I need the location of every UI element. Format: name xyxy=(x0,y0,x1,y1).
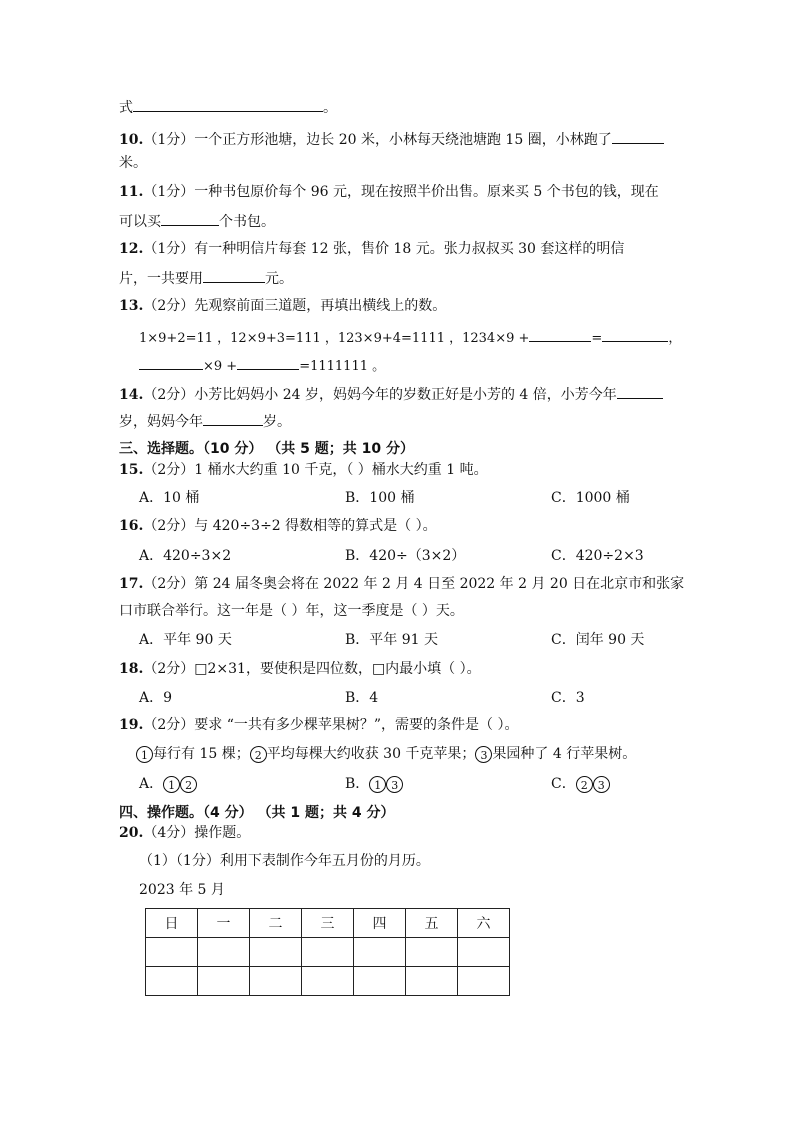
q19-option-c[interactable] xyxy=(551,774,610,794)
q17-text-2: 口市联合举行。这一年是（ ）年，这一季度是（ ）天。 xyxy=(119,603,464,619)
q13-line2 xyxy=(139,325,681,349)
weekday-fri: 五 xyxy=(406,909,458,938)
circled-2-icon: 2 xyxy=(576,776,593,793)
q16-option-c[interactable]: C．420÷2×3 xyxy=(551,548,644,564)
q15-line xyxy=(119,460,488,480)
circled-1-icon: 1 xyxy=(163,776,180,793)
q11-text-2b: 个书包。 xyxy=(219,214,275,230)
q13-blank-2[interactable] xyxy=(602,325,668,342)
q12-text-2b: 元。 xyxy=(265,271,293,287)
circled-1-icon: 1 xyxy=(369,776,386,793)
q18-option-a[interactable]: A．9 xyxy=(139,690,173,706)
calendar-row xyxy=(146,938,510,967)
calendar-cell[interactable] xyxy=(354,938,406,967)
q10-text-2: 米。 xyxy=(119,155,147,171)
section-4-heading: 四、操作题。（4 分） （共 1 题；共 4 分） xyxy=(119,805,395,821)
q12-blank[interactable] xyxy=(203,266,265,283)
q10-blank[interactable] xyxy=(612,127,664,144)
q11-blank[interactable] xyxy=(161,209,219,226)
q14-number: 14. xyxy=(119,387,144,403)
q14-text-2b: 岁。 xyxy=(263,414,291,430)
q12-line1 xyxy=(119,239,624,259)
q18-option-b[interactable]: B．4 xyxy=(345,690,379,706)
weekday-wed: 三 xyxy=(302,909,354,938)
q13-line3 xyxy=(139,353,385,377)
q20-number: 20. xyxy=(119,825,144,841)
q19-option-b[interactable] xyxy=(345,774,403,794)
calendar-cell[interactable] xyxy=(250,938,302,967)
q18-text: （2分）□2×31，要使积是四位数，□内最小填（ ）。 xyxy=(143,661,481,677)
q13-blank-1[interactable] xyxy=(529,325,591,342)
q19-option-a[interactable] xyxy=(139,774,197,794)
weekday-thu: 四 xyxy=(354,909,406,938)
calendar-cell[interactable] xyxy=(302,967,354,996)
q9-suffix: 。 xyxy=(323,100,337,116)
q19-option-b-label: B． xyxy=(345,776,370,792)
q13-blank-4[interactable] xyxy=(237,353,299,370)
q13-blank-3[interactable] xyxy=(139,353,203,370)
q13-number: 13. xyxy=(119,298,144,314)
calendar-cell[interactable] xyxy=(458,967,510,996)
q15-option-a[interactable]: A．10 桶 xyxy=(139,490,200,506)
q19-condition-1: 每行有 15 棵； xyxy=(153,746,250,762)
calendar-cell[interactable] xyxy=(146,967,198,996)
q13-equations: 1×9+2=11 ，12×9+3=111 ，123×9+4=1111 ，1234×9 + xyxy=(139,331,530,346)
calendar-cell[interactable] xyxy=(458,938,510,967)
q15-text: （2分）1 桶水大约重 10 千克，（ ）桶水大约重 1 吨。 xyxy=(143,462,488,478)
calendar-cell[interactable] xyxy=(250,967,302,996)
weekday-mon: 一 xyxy=(198,909,250,938)
q13-comma: ， xyxy=(668,331,682,346)
q9-blank[interactable] xyxy=(133,95,323,112)
q17-line2 xyxy=(119,601,464,621)
q17-option-c[interactable]: C．闰年 90 天 xyxy=(551,632,645,648)
calendar-cell[interactable] xyxy=(198,938,250,967)
q20-line xyxy=(119,823,250,843)
q13-result: =1111111 。 xyxy=(299,359,386,374)
weekday-tue: 二 xyxy=(250,909,302,938)
q16-option-a[interactable]: A．420÷3×2 xyxy=(139,548,232,564)
calendar-cell[interactable] xyxy=(406,967,458,996)
q10-text: （1分）一个正方形池塘，边长 20 米，小林每天绕池塘跑 15 圈，小林跑了 xyxy=(143,132,612,148)
q15-number: 15. xyxy=(119,462,144,478)
q14-text: （2分）小芳比妈妈小 24 岁，妈妈今年的岁数正好是小芳的 4 倍，小芳今年 xyxy=(143,387,617,403)
q15-option-b[interactable]: B．100 桶 xyxy=(345,490,415,506)
circled-2-icon: 2 xyxy=(180,776,197,793)
circled-2-icon: 2 xyxy=(250,746,267,763)
calendar-row xyxy=(146,967,510,996)
q16-line xyxy=(119,516,437,536)
q9-line xyxy=(119,95,337,118)
q10-number: 10. xyxy=(119,132,144,148)
q14-text-2a: 岁，妈妈今年 xyxy=(119,414,203,430)
q14-line1 xyxy=(119,382,663,405)
q20-text: （4分）操作题。 xyxy=(143,825,251,841)
q19-option-c-label: C． xyxy=(551,776,576,792)
q17-option-a[interactable]: A．平年 90 天 xyxy=(139,632,232,648)
q20-sub1: （1）（1分）利用下表制作今年五月份的月历。 xyxy=(139,853,430,869)
circled-3-icon: 3 xyxy=(386,776,403,793)
q16-number: 16. xyxy=(119,518,144,534)
q16-option-b[interactable]: B．420÷（3×2） xyxy=(345,548,466,564)
calendar-cell[interactable] xyxy=(198,967,250,996)
circled-1-icon: 1 xyxy=(136,746,153,763)
weekday-sun: 日 xyxy=(146,909,198,938)
q11-number: 11. xyxy=(119,184,144,200)
weekday-sat: 六 xyxy=(458,909,510,938)
q9-prefix: 式 xyxy=(119,100,133,116)
q16-text: （2分）与 420÷3÷2 得数相等的算式是（ ）。 xyxy=(143,518,437,534)
calendar-cell[interactable] xyxy=(302,938,354,967)
q10-line1 xyxy=(119,127,664,150)
q14-line2 xyxy=(119,409,291,432)
q18-option-c[interactable]: C．3 xyxy=(551,690,585,706)
q17-line1 xyxy=(119,574,684,594)
calendar-cell[interactable] xyxy=(146,938,198,967)
q19-conditions xyxy=(136,744,636,764)
q10-line2 xyxy=(119,153,147,173)
q19-line1 xyxy=(119,715,518,735)
q13-times: ×9 + xyxy=(203,359,238,374)
q14-blank-2[interactable] xyxy=(203,409,263,426)
q11-line1 xyxy=(119,182,659,202)
calendar-caption: 2023 年 5 月 xyxy=(139,882,225,898)
q12-number: 12. xyxy=(119,241,144,257)
q13-text: （2分）先观察前面三道题，再填出横线上的数。 xyxy=(143,298,447,314)
q11-text-2a: 可以买 xyxy=(119,214,161,230)
q18-number: 18. xyxy=(119,661,144,677)
q18-line xyxy=(119,659,481,679)
q15-option-c[interactable]: C．1000 桶 xyxy=(551,490,630,506)
calendar-cell[interactable] xyxy=(406,938,458,967)
q17-number: 17. xyxy=(119,576,144,592)
calendar-table xyxy=(145,908,510,996)
q13-equals: = xyxy=(591,331,603,346)
section-3-heading: 三、选择题。（10 分） （共 5 题；共 10 分） xyxy=(119,441,414,457)
calendar-header-row xyxy=(146,909,510,938)
q17-option-b[interactable]: B．平年 91 天 xyxy=(345,632,439,648)
circled-3-icon: 3 xyxy=(593,776,610,793)
circled-3-icon: 3 xyxy=(475,746,492,763)
q12-text-2a: 片，一共要用 xyxy=(119,271,203,287)
q19-text: （2分）要求 “一共有多少棵苹果树？”，需要的条件是（ ）。 xyxy=(143,717,519,733)
q11-line2 xyxy=(119,209,275,232)
q19-condition-2: 平均每棵大约收获 30 千克苹果； xyxy=(266,746,476,762)
q12-line2 xyxy=(119,266,293,289)
q13-line1 xyxy=(119,296,446,316)
q11-text: （1分）一种书包原价每个 96 元，现在按照半价出售。原来买 5 个书包的钱，现在 xyxy=(143,184,659,200)
q19-number: 19. xyxy=(119,717,144,733)
q19-condition-3: 果园种了 4 行苹果树。 xyxy=(492,746,637,762)
q14-blank-1[interactable] xyxy=(617,382,663,399)
calendar-cell[interactable] xyxy=(354,967,406,996)
q19-option-a-label: A． xyxy=(139,776,164,792)
q17-text: （2分）第 24 届冬奥会将在 2022 年 2 月 4 日至 2022 年 2 月 20 日在北京市和张家 xyxy=(143,576,685,592)
q12-text: （1分）有一种明信片每套 12 张，售价 18 元。张力叔叔买 30 套这样的明信 xyxy=(143,241,625,257)
